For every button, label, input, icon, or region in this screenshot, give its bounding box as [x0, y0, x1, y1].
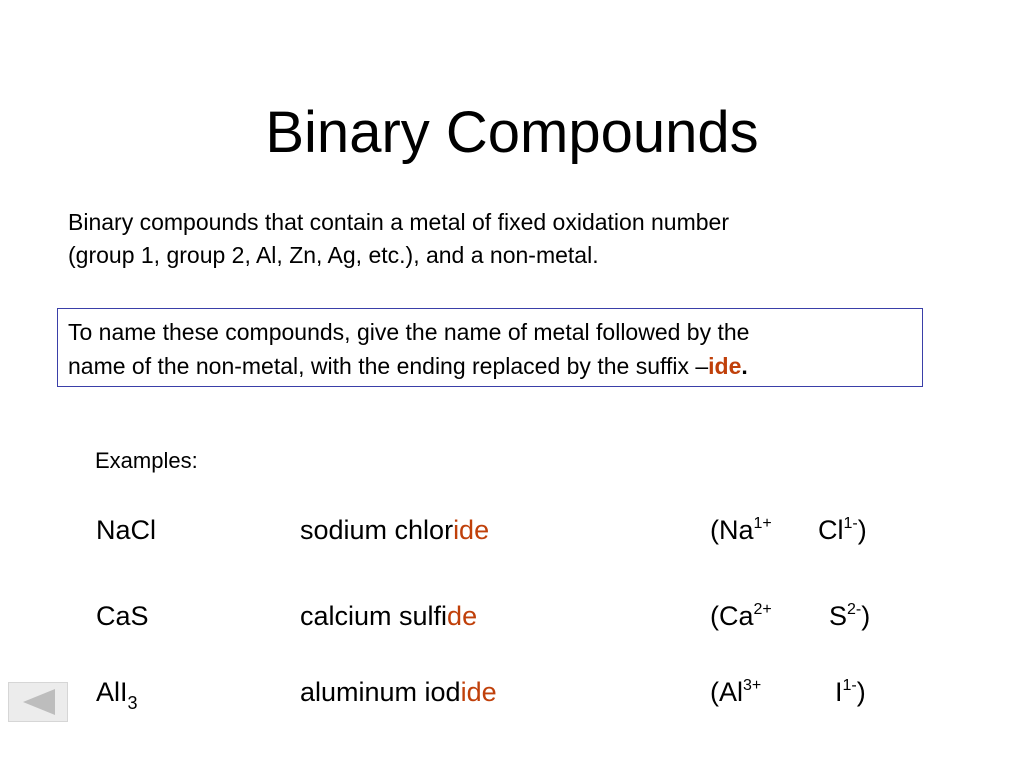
example-name-suffix: ide [460, 677, 497, 707]
example-name [300, 674, 497, 710]
back-button[interactable] [8, 682, 68, 722]
example-formula: NaCl [96, 515, 157, 545]
example-cation [710, 674, 761, 710]
naming-rule-box [57, 308, 923, 387]
cation-charge: 2+ [753, 601, 772, 618]
rule-line-2-text: name of the non-metal, with the ending replaced by the suffix – [68, 353, 709, 379]
example-name [300, 512, 489, 548]
anion-charge: 1- [842, 677, 857, 694]
example-formula [96, 674, 138, 713]
example-name-suffix: de [447, 601, 478, 631]
slide-title: Binary Compounds [265, 100, 759, 165]
anion-symbol: S [829, 601, 848, 631]
example-anion [835, 674, 866, 710]
anion-charge: 1- [843, 515, 858, 532]
formula-symbols: AlI [96, 677, 128, 707]
example-name-stem: calcium sulfi [300, 601, 448, 631]
cation-symbol: (Al [710, 677, 743, 707]
intro-text [68, 206, 948, 272]
cation-symbol: (Na [710, 515, 754, 545]
intro-line-2: (group 1, group 2, Al, Zn, Ag, etc.), and a non-metal. [68, 242, 599, 268]
rule-suffix: ide [708, 353, 742, 379]
anion-charge: 2- [847, 601, 862, 618]
close-paren: ) [857, 515, 867, 545]
example-name-stem: aluminum iod [300, 677, 461, 707]
example-formula: CaS [96, 601, 149, 631]
rule-line-2 [68, 349, 912, 383]
example-name-stem: sodium chlor [300, 515, 454, 545]
rule-line-1: To name these compounds, give the name of metal followed by the [68, 319, 750, 345]
examples-label: Examples: [95, 448, 198, 473]
example-anion [818, 512, 867, 548]
formula-subscript: 3 [127, 693, 138, 713]
anion-symbol: Cl [818, 515, 844, 545]
example-row-ali3 [0, 674, 1024, 714]
example-row-cas [0, 598, 1024, 638]
cation-charge: 3+ [743, 677, 762, 694]
example-name-suffix: ide [453, 515, 490, 545]
close-paren: ) [861, 601, 871, 631]
close-paren: ) [856, 677, 866, 707]
example-name [300, 598, 477, 634]
example-cation [710, 512, 772, 548]
intro-line-1: Binary compounds that contain a metal of fixed oxidation number [68, 209, 729, 235]
cation-symbol: (Ca [710, 601, 754, 631]
left-triangle-icon [9, 683, 67, 721]
anion-symbol: I [835, 677, 843, 707]
example-row-nacl [0, 512, 1024, 552]
example-cation [710, 598, 772, 634]
rule-period: . [741, 353, 748, 379]
example-anion [829, 598, 870, 634]
cation-charge: 1+ [753, 515, 772, 532]
